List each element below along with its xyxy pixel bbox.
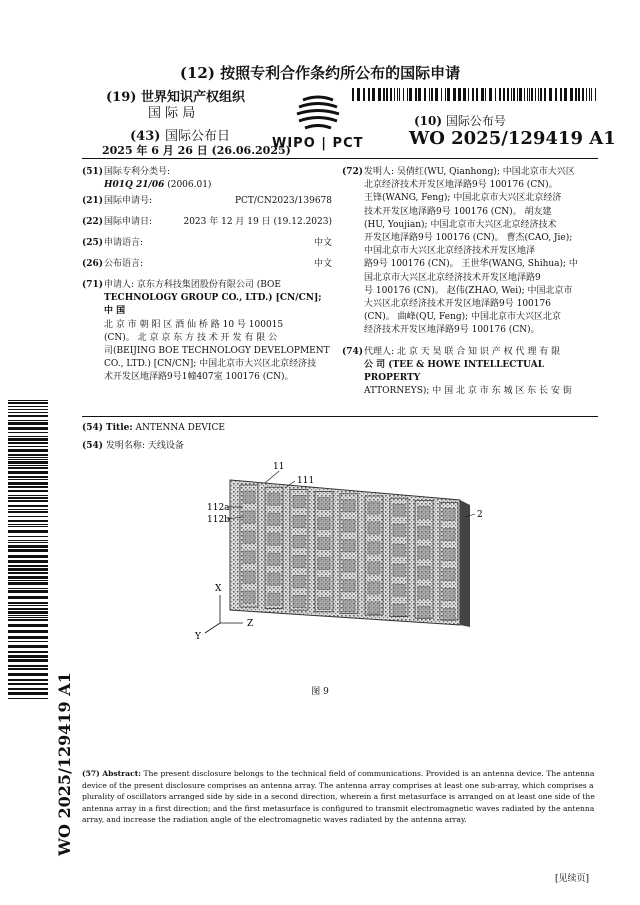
- inventor-line: 王锋(WANG, Feng); 中国北京市大兴区北京经济: [364, 193, 562, 204]
- inventor-line: 号 100176 (CN)。 赵伟(ZHAO, Wei); 中国北京市: [364, 285, 573, 296]
- title-cn-value: 天线设备: [147, 441, 184, 451]
- title-divider: [82, 416, 598, 417]
- applicant-code: (71): [82, 280, 104, 290]
- abstract-code: (57): [82, 769, 100, 778]
- inventor-line: 中国北京市大兴区北京经济技术开发区地泽: [364, 246, 536, 257]
- filing-date-code: (22): [82, 217, 104, 227]
- filing-lang-label: 申请语言:: [104, 238, 144, 248]
- inventor-line: 路9号 100176 (CN)。 王世华(WANG, Shihua); 中: [364, 259, 578, 270]
- title-en-label: Title:: [105, 423, 133, 433]
- org-code: (19): [106, 90, 137, 105]
- figure-label: 111: [297, 476, 315, 486]
- abstract-line: antenna array in a first direction; and the first metasurface is configured to transmit electromagnetic waves radiated by the antenna: [82, 803, 595, 813]
- inventor-line: 技术开发区地泽路9号 100176 (CN)。 胡友建: [364, 206, 552, 217]
- filing-date-value: 2023 年 12 月 19 日 (19.12.2023): [183, 217, 332, 227]
- axis-label-y: Y: [195, 632, 201, 642]
- agent-line: 代理人: 北 京 天 昊 联 合 知 识 产 权 代 理 有 限: [364, 346, 561, 357]
- panel-edge: [460, 500, 470, 627]
- pub-no-label: 国际公布号: [445, 114, 506, 128]
- filing-lang-code: (25): [82, 238, 104, 248]
- inventor-line: 开发区地泽路9号 100176 (CN)。 曹杰(CAO, Jie);: [364, 233, 573, 244]
- applicant-line: 申请人: 京东方科技集团股份有限公司 (BOE: [104, 280, 281, 290]
- applicant-line: TECHNOLOGY GROUP CO., LTD.) [CN/CN]; 中 国: [104, 293, 322, 317]
- abstract-line: plurality of oscillators arranged side by side in a second direction, wherein a first metasurface is arranged on at least one side of the: [82, 792, 595, 802]
- applicant-line: 北 京 市 朝 阳 区 酒 仙 桥 路 10 号 100015: [104, 319, 284, 330]
- inventor-line: 大兴区北京经济技术开发区地泽路9号 100176: [364, 299, 551, 310]
- org-name-line2: 国 际 局: [148, 106, 196, 121]
- abstract-label: Abstract:: [102, 769, 142, 778]
- inventor-line: 发明人: 吴倩红(WU, Qianhong); 中国北京市大兴区: [364, 167, 575, 177]
- axis-label-x: X: [215, 584, 222, 594]
- continued-note: [见续页]: [555, 874, 590, 884]
- abstract-line: device of the present disclosure comprises an antenna array. The antenna array comprises at least one sub-array, which comprises a: [82, 780, 594, 790]
- pub-lang-value: 中文: [313, 259, 332, 269]
- title-en: [82, 422, 225, 435]
- inventor-code: (72): [342, 167, 364, 177]
- document-title: (12) 按照专利合作条约所公布的国际申请: [179, 64, 461, 82]
- wipo-pct-logo: WIPO | PCT: [272, 136, 364, 151]
- left-column: [82, 166, 332, 385]
- pub-no-value: WO 2025/129419 A1: [409, 128, 616, 149]
- antenna-figure: [185, 455, 505, 650]
- app-no-label: 国际申请号:: [104, 196, 153, 206]
- title-cn-code: (54): [82, 441, 104, 451]
- pub-no-code: (10): [414, 114, 443, 128]
- inventor-line: 北京经济技术开发区地泽路9号 100176 (CN)。: [364, 180, 558, 191]
- filing-lang-value: 中文: [313, 238, 332, 248]
- inventor-line: 经济技术开发区地泽路9号 100176 (CN)。: [364, 325, 540, 336]
- wipo-logo-icon: [283, 92, 353, 136]
- axis-label-z: Z: [247, 619, 254, 629]
- figure-caption: 图 9: [311, 687, 329, 697]
- ipc-label: 国际专利分类号:: [104, 167, 171, 177]
- abstract-line: The present disclosure belongs to the technical field of communications. Provided is an antenna device. The antenna: [143, 769, 595, 778]
- applicant-line: (CN)。 北 京 京 东 方 技 术 开 发 有 限 公: [104, 332, 278, 343]
- title-en-value: ANTENNA DEVICE: [135, 423, 225, 433]
- pub-date-value: 2025 年 6 月 26 日 (26.06.2025): [102, 144, 291, 157]
- top-barcode: [352, 88, 596, 101]
- agent-code: (74): [342, 346, 364, 357]
- agent-line: 公 司 (TEE & HOWE INTELLECTUAL PROPERTY: [364, 359, 545, 384]
- agent-line: ATTORNEYS); 中 国 北 京 市 东 城 区 东 长 安 街: [364, 386, 572, 397]
- pub-date-code: (43): [130, 129, 161, 144]
- inventor-line: (CN)。 曲峰(QU, Feng); 中国北京市大兴区北京: [364, 312, 562, 323]
- figure-label: 112a: [207, 503, 230, 513]
- title-cn-label: 发明名称:: [105, 441, 145, 451]
- pub-date-label: 国际公布日: [164, 129, 230, 144]
- side-publication-number: WO 2025/129419 A1: [55, 672, 74, 856]
- inventor-line: 国北京市大兴区北京经济技术开发区地泽路9: [364, 272, 541, 283]
- figure-label: 2: [477, 510, 483, 520]
- applicant-line: CO., LTD.) [CN/CN]; 中国北京市大兴区北京经济技: [104, 359, 317, 370]
- ipc-value: H01Q 21/06: [104, 180, 165, 190]
- org-name: 世界知识产权组织: [140, 90, 245, 105]
- title-cn: [82, 440, 184, 453]
- inventor-block: [342, 166, 598, 338]
- side-barcode: [8, 400, 48, 700]
- pub-no-block: [414, 112, 506, 129]
- filing-date-label: 国际申请日:: [104, 217, 153, 227]
- pub-lang-label: 公布语言:: [104, 259, 144, 269]
- header-divider: [82, 158, 598, 159]
- figure-label: 112b: [207, 515, 230, 525]
- title-en-code: (54): [82, 423, 104, 433]
- figure-label: 11: [273, 462, 285, 472]
- app-no-value: PCT/CN2023/139678: [234, 196, 332, 206]
- abstract-line: array, and increase the radiation angle of the electromagnetic waves radiated by the antenna array.: [82, 815, 467, 825]
- applicant-block: [82, 279, 332, 385]
- right-column: [342, 166, 598, 398]
- applicant-line: 术开发区地泽路9号1幢407室 100176 (CN)。: [104, 372, 294, 383]
- inventor-line: (HU, Youjian); 中国北京市大兴区北京经济技术: [364, 219, 557, 230]
- abstract: [82, 768, 602, 826]
- ipc-year: (2006.01): [164, 180, 212, 190]
- agent-block: [342, 346, 598, 399]
- ipc-code: (51): [82, 167, 104, 177]
- app-no-code: (21): [82, 196, 104, 206]
- pub-lang-code: (26): [82, 259, 104, 269]
- applicant-line: 司(BEIJING BOE TECHNOLOGY DEVELOPMENT: [104, 346, 330, 357]
